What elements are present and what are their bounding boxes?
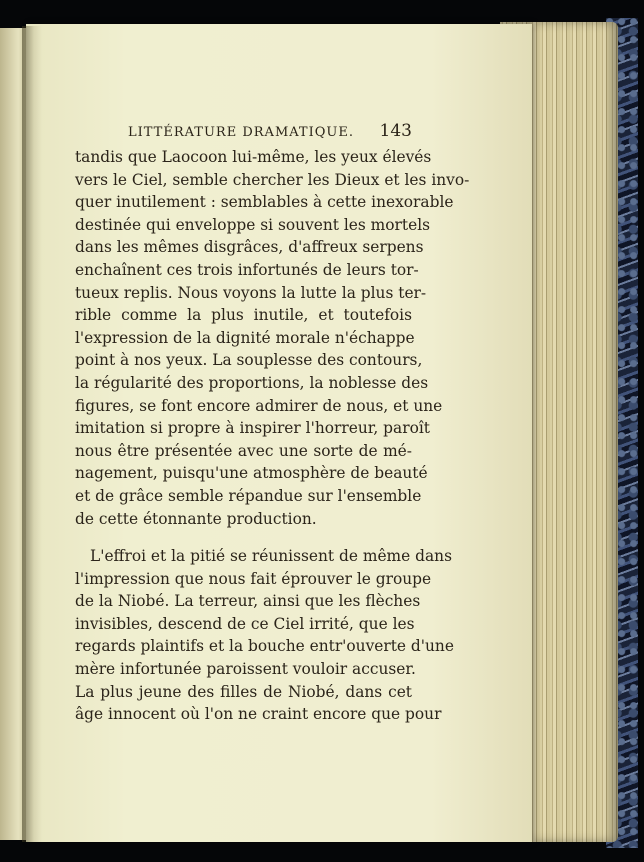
text-line: tandis que Laocoon lui-même, les yeux élevés xyxy=(75,148,432,166)
text-line: L'effroi et la pitié se réunissent de même dans xyxy=(90,547,452,566)
running-head: LITTÉRATURE DRAMATIQUE. xyxy=(128,125,354,140)
text-line: quer inutilement : semblables à cette inexorable xyxy=(75,193,454,212)
text-line: invisibles, descend de ce Ciel irrité, que les xyxy=(75,614,415,633)
page-body xyxy=(75,146,470,726)
text-line: point à nos yeux. La souplesse des contours, xyxy=(75,351,423,370)
text-line: La plus jeune des filles de Niobé, dans cet xyxy=(75,682,412,701)
text-line: enchaînent ces trois infortunés de leurs tor- xyxy=(75,260,419,279)
text-line: vers le Ciel, semble chercher les Dieux et les invo- xyxy=(75,170,470,189)
text-line: tueux replis. Nous voyons la lutte la plus ter- xyxy=(75,283,427,302)
page-number: 143 xyxy=(379,121,412,141)
text-line: l'expression de la dignité morale n'échappe xyxy=(75,328,415,347)
text-line: l'impression que nous fait éprouver le groupe xyxy=(75,569,432,588)
text-line: mère infortunée paroissent vouloir accuser. xyxy=(75,660,416,679)
text-line: âge innocent où l'on ne craint encore que pour xyxy=(75,705,442,724)
text-line: nagement, puisqu'une atmosphère de beauté xyxy=(75,464,428,483)
text-line: et de grâce semble répandue sur l'ensemble xyxy=(75,486,422,505)
text-line: la régularité des proportions, la noblesse des xyxy=(75,373,429,392)
text-line: de la Niobé. La terreur, ainsi que les flèches xyxy=(75,592,421,611)
text-line: dans les mêmes disgrâces, d'affreux serpens xyxy=(75,238,424,257)
text-line: destinée qui enveloppe si souvent les mortels xyxy=(75,215,431,234)
text-line: figures, se font encore admirer de nous, et une xyxy=(75,396,443,415)
book-page xyxy=(26,24,532,842)
paragraph-gap xyxy=(75,530,412,545)
text-line: regards plaintifs et la bouche entr'ouverte d'une xyxy=(75,637,454,656)
text-line: rible comme la plus inutile, et toutefois xyxy=(75,306,412,325)
text-line: nous être présentée avec une sorte de mé- xyxy=(75,441,412,460)
paragraph-1 xyxy=(75,146,470,530)
page-header xyxy=(128,122,412,144)
paragraph-2 xyxy=(75,545,454,726)
text-line: imitation si propre à inspirer l'horreur, paroît xyxy=(75,419,430,438)
page-gutter-shadow xyxy=(22,26,42,842)
text-line: de cette étonnante production. xyxy=(75,509,317,528)
